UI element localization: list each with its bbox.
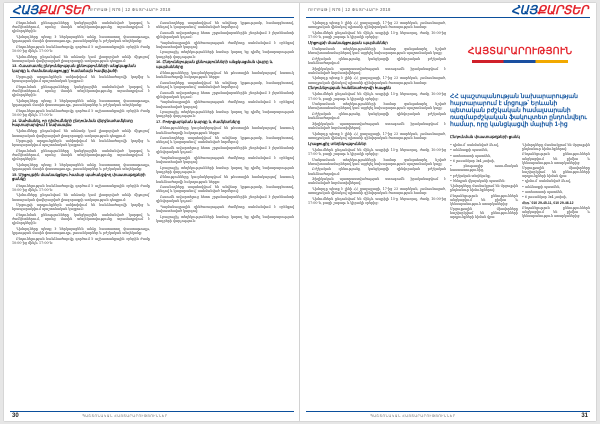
paragraph: Ուսումն ավարտելուց հետո շրջանավարտներին շնորհվում է լեյտենանտի զինվորական կոչում: [156, 195, 294, 204]
paragraph: Մանրամասն տեղեկությունների համար զանգահարել նշված հեռախոսահամարներով կամ այցելել նախարարության պաշտոնական կայք: [308, 46, 446, 56]
section-heading: 14. Սահմանել, որ դիմումների ընդունման վերջնաժամկետը հայտարարվում է նախապես [12, 117, 133, 128]
paragraph: Դիմորդը պետք է լինի ՀՀ քաղաքացի, 17-ից 23 տարեկան, չամուսնացած, առողջական վիճակով պիտանի զինվորական ծառայության համար: [308, 76, 446, 85]
bullet-item: • ատեստատի պատճեն, [450, 153, 492, 158]
section-heading: 15. Մրցույթին մասնակցելու համար պահանջվող փաստաթղթերի ցանկը [12, 171, 146, 182]
paragraph: Դիմումները ընդունվում են անձամբ կամ լիազորված անձի միջոցով՝ նոտարական վավերացված լիազորագրի առկայության դեպքում: [12, 193, 150, 202]
bullet-item: • դիմում՝ սահմանված ձևով, [450, 143, 499, 148]
paragraph: Մանրամասն տեղեկությունների համար զանգահարել նշված հեռախոսահամարներով կամ այցելել նախարարության պաշտոնական կայք: [308, 157, 446, 166]
header-rule [306, 17, 590, 18]
logo-rest: ՔԱՐՏԵՐ [37, 3, 89, 17]
bullet-item: • ատեստատի պատճեն, [522, 189, 564, 194]
paragraph: Ընդունման քննությունները կանցկացվեն սահմանված կարգով և ժամկետներում, որոնց մասին տեղեկատվությունը տրամադրվում է դիմորդներին: [12, 213, 150, 226]
paragraph: Ուսանողները ապահովվում են անվճար կրթությամբ, համազգեստով, սննդով և կացարանով՝ սահմանված նորմերով: [156, 136, 294, 145]
paragraph: Ֆիզիկական պատրաստվածության ստուգումն իրականացվում է սահմանված նորմատիվներով: [308, 66, 446, 75]
section-heading: 16. Ընդունելության քննությունների անցկացման վայրը և պայմանները [156, 59, 273, 69]
paragraph: Ընդունելության հանձնաժողովը գործում է աշխատանքային օրերին ժամը 10:00-ից մինչև 17:00-ն: [12, 108, 150, 117]
paragraph: Լրացուցիչ տեղեկությունների համար կարող եք դիմել նախարարության կադրերի վարչություն: [156, 50, 294, 59]
page-header [300, 3, 596, 17]
paragraph: Դիմումներն ընդունվում են մինչև ապրիլի 15-ը ներառյալ, ժամը 10:00-ից 17:00-ն, բացի շաբաթ և կիրակի օրերից: [308, 30, 446, 39]
paragraph: Մրցույթի արդյունքներն ամփոփվում են հանձնաժողովի կողմից և հրապարակվում պաշտոնական կայքում: [12, 203, 150, 212]
page-header [4, 3, 300, 17]
paragraph: Դիմումներն ընդունվում են մինչև ապրիլի 15-ը ներառյալ, ժամը 10:00-ից 17:00-ն, բացի շաբաթ և կիրակի օրերից: [308, 147, 446, 156]
announcement-columns [450, 143, 590, 220]
section-heading: Լրացուցիչ տեղեկություններ [308, 140, 367, 146]
bullet-item: • բժշկական տեղեկանք, [450, 173, 491, 178]
paragraph: Քննությունները կազմակերպվում են թեստային համակարգով՝ հատուկ հանձնաժողովի հսկողության ներքո: [156, 126, 294, 135]
article-column-1 [308, 21, 446, 405]
section-heading: 13. Հաստատել ընդունելության քննությունների անցկացման կարգը և ժամանակացույցը՝ համաձայն հավելվածի [12, 63, 136, 73]
paragraph: Քննությունները կազմակերպվում են թեստային համակարգով՝ հատուկ հանձնաժողովի հսկողության ներքո: [156, 175, 294, 184]
bullet-item: • 6 լուսանկար 3x4 չափսի, [450, 158, 495, 163]
paragraph: Պայմանագրային զինծառայության ժամկետը սահմանվում է օրենքով նախատեսված կարգով: [156, 100, 294, 109]
paragraph: Ընդունման քննությունները կանցկացվեն սահմանված կարգով և ժամկետներում, որոնց մասին տեղեկատվությունը տրամադրվում է դիմորդներին: [12, 21, 150, 34]
flag-stripe [472, 60, 568, 63]
paragraph: Մրցույթի արդյունքներն ամփոփվում են հանձնաժողովի կողմից և հրապարակվում պաշտոնական կայքում: [12, 75, 150, 84]
announcement-block [450, 21, 590, 397]
paragraph: Դիմորդը պետք է լինի ՀՀ քաղաքացի, 17-ից 23 տարեկան, չամուսնացած, առողջական վիճակով պիտանի զինվորական ծառայության համար: [308, 131, 446, 140]
newspaper-logo [511, 4, 588, 16]
paragraph: Ուսանողները ապահովվում են անվճար կրթությամբ, համազգեստով, սննդով և կացարանով՝ սահմանված նորմերով: [156, 185, 294, 194]
page-footer [300, 411, 596, 421]
paragraph: Ընդունելության քննություններն անցկացվում են քիմիա և կենսաբանություն առարկաներից: [522, 206, 590, 219]
paragraph: Պայմանագրային զինծառայության ժամկետը սահմանվում է օրենքով նախատեսված կարգով: [156, 40, 294, 49]
page-number: 30 [12, 413, 19, 419]
bullet-item: • 6 լուսանկար 3x4 չափսի, [522, 195, 567, 200]
paragraph: Բժշկական զննությունը կանցկացվի զինվորական բժշկական հանձնաժողովում: [308, 56, 446, 65]
paragraph: Բժշկական զննությունը կանցկացվի զինվորական բժշկական հանձնաժողովում: [308, 167, 446, 176]
paragraph: Պայմանագրային զինծառայության ժամկետը սահմանվում է օրենքով նախատեսված կարգով: [156, 155, 294, 164]
page-footer [4, 411, 300, 421]
paragraph: Ընդունելության հանձնաժողովը գործում է աշխատանքային օրերին ժամը 10:00-ից մինչև 17:00-ն: [12, 236, 150, 245]
section-heading: 17. Բողոքարկման կարգը և ժամկետները [156, 119, 241, 125]
paragraph: Ուսումն ավարտելուց հետո շրջանավարտներին շնորհվում է լեյտենանտի զինվորական կոչում: [156, 146, 294, 155]
footer-section-title: ՊԱՇՏՈՆԱԿԱՆ ՀԱՅՏԱՐԱՐՈՒԹՅՈՒՆՆԵՐ [370, 414, 456, 418]
paragraph: Ընդունման քննությունները կանցկացվեն սահմանված կարգով և ժամկետներում, որոնց մասին տեղեկատվությունը տրամադրվում է դիմորդներին: [12, 85, 150, 98]
bullet-item: • դիմում՝ սահմանված ձևով, [522, 179, 571, 184]
footer-rule [10, 411, 294, 412]
paragraph: Դիմորդները պետք է ներկայացնեն անձը հաստատող փաստաթուղթ, կրթության մասին փաստաթուղթ, լուսանկարներ և բժշկական տեղեկանք: [12, 34, 150, 44]
paragraph: Դիմորդները պետք է ներկայացնեն անձը հաստատող փաստաթուղթ, կրթության մասին փաստաթուղթ, լուսանկարներ և բժշկական տեղեկանք: [12, 163, 150, 172]
announcement-column-2 [522, 143, 590, 220]
contact-phone: Հեռ.՝ 010 29-45-11, 010 29-46-12 [522, 200, 574, 205]
paragraph: Պայմանագրային զինծառայության ժամկետը սահմանվում է օրենքով նախատեսված կարգով: [156, 204, 294, 214]
bullet-item: • անձնագրի պատճեն, [522, 184, 561, 189]
logo-prefix: ՀԱՅ [12, 3, 38, 17]
logo-prefix: ՀԱՅ [511, 3, 538, 17]
paragraph: Բժշկական զննությունը կանցկացվի զինվորական բժշկական հանձնաժողովում: [308, 112, 446, 121]
paragraph: Ընդունման քննությունները կանցկացվեն սահմանված կարգով և ժամկետներում, որոնց մասին տեղեկատվությունը տրամադրվում է դիմորդներին: [12, 149, 150, 162]
paragraph: Դիմորդը պետք է լինի ՀՀ քաղաքացի, 17-ից 23 տարեկան, չամուսնացած, առողջական վիճակով պիտանի զինվորական ծառայության համար: [308, 21, 446, 30]
paragraph: Դիմորդները մասնակցում են մրցույթին ընդհանուր հիմունքներով: [522, 143, 590, 152]
paragraph: Դիմորդները մասնակցում են մրցույթին ընդհանուր հիմունքներով: [450, 184, 518, 193]
paragraph: Ընդունելության քննություններն անցկացվում են քիմիա և կենսաբանություն առարկաներից: [450, 193, 518, 206]
footer-rule [306, 411, 590, 412]
announcement-title: ՀԱՅՏԱՐԱՐՈՒԹՅՈՒՆ [467, 46, 573, 57]
bullet-item: • անձնագրի պատճեն, [450, 148, 489, 153]
paragraph: Մրցույթի արդյունքներն ամփոփվում են հանձնաժողովի կողմից և հրապարակվում պաշտոնական կայքում: [12, 139, 150, 148]
issue-info: ՈՒՐԲԱԹ | N76 | 12 ՓԵՏՐՎԱՐԻ 2018 [308, 7, 391, 12]
page-number: 31 [581, 413, 588, 419]
announcement-column-1 [450, 143, 518, 220]
paragraph: Դիմումները ընդունվում են անձամբ կամ լիազորված անձի միջոցով՝ նոտարական վավերացված լիազորագրի առկայության դեպքում: [12, 129, 150, 138]
section-heading: Մրցույթի մասնակցության պայմաններ [308, 39, 388, 45]
paragraph: Լրացուցիչ տեղեկությունների համար կարող եք դիմել նախարարության կադրերի վարչություն: [156, 110, 294, 119]
paragraph: Ուսանողները ապահովվում են անվճար կրթությամբ, համազգեստով, սննդով և կացարանով՝ սահմանված նորմերով: [156, 21, 294, 30]
announcement-subheading: Ընդունման փաստաթղթերի ցանկ [450, 134, 520, 140]
paragraph: Լրացուցիչ տեղեկությունների համար կարող եք դիմել նախարարության կադրերի վարչություն: [156, 214, 294, 223]
header-rule [10, 17, 294, 18]
paragraph: Դիմումներն ընդունվում են մինչև ապրիլի 15-ը ներառյալ, ժամը 10:00-ից 17:00-ն, բացի շաբաթ և կիրակի օրերից: [308, 92, 446, 101]
paragraph: Լրացուցիչ տեղեկությունների համար կարող եք դիմել նախարարության կադրերի վարչություն: [156, 165, 294, 174]
paragraph: Ֆիզիկական պատրաստվածության ստուգումն իրականացվում է սահմանված նորմատիվներով: [308, 121, 446, 131]
paragraph: Ֆիզիկական պատրաստվածության ստուգումն իրականացվում է սահմանված նորմատիվներով: [308, 177, 446, 186]
newspaper-logo [12, 4, 89, 16]
paragraph: Ընդունելության քննություններն անցկացվում են քիմիա և կենսաբանություն առարկաներից: [522, 152, 590, 165]
paragraph: Մանրամասն տեղեկությունների համար զանգահարել նշված հեռախոսահամարներով կամ այցելել նախարարության պաշտոնական կայք: [308, 102, 446, 111]
paragraph: Ուսանողները ապահովվում են անվճար կրթությամբ, համազգեստով, սննդով և կացարանով՝ սահմանված նորմերով: [156, 80, 294, 90]
paragraph: Ընդունելության հանձնաժողովը գործում է աշխատանքային օրերին ժամը 10:00-ից մինչև 17:00-ն: [12, 44, 150, 53]
paragraph: Մրցույթային միավորները հաշվարկվում են քննությունների արդյունքների հիման վրա: [450, 206, 518, 220]
article-column-2 [156, 21, 294, 405]
paragraph: Մրցույթային միավորները հաշվարկվում են քննությունների արդյունքների հիման վրա: [522, 165, 590, 179]
newspaper-spread [4, 3, 596, 421]
paragraph: Ուսումն ավարտելուց հետո շրջանավարտներին շնորհվում է լեյտենանտի զինվորական կոչում: [156, 30, 294, 39]
right-page [300, 3, 596, 421]
paragraph: Ընդունելության հանձնաժողովը գործում է աշխատանքային օրերին ժամը 10:00-ից մինչև 17:00-ն: [12, 183, 150, 192]
announcement-lead: ՀՀ պաշտպանության նախարարության հայտարարում է մրցույթ՝ Երևանի պետական բժշկական համալսարանի ռազմաբժշկական ֆակուլտետ ընդունվելու համար, որը կանցկացվի մայիսի 1-ից [450, 94, 587, 129]
paragraph: Ուսումն ավարտելուց հետո շրջանավարտներին շնորհվում է լեյտենանտի զինվորական կոչում: [156, 90, 294, 99]
paragraph: Դիմումները ընդունվում են անձամբ կամ լիազորված անձի միջոցով՝ նոտարական վավերացված լիազորագրի առկայության դեպքում: [12, 54, 150, 63]
section-heading: Ընդունելության հանձնաժողովի հասցեն [308, 85, 391, 91]
paragraph: Դիմորդը պետք է լինի ՀՀ քաղաքացի, 17-ից 23 տարեկան, չամուսնացած, առողջական վիճակով պիտանի զինվորական ծառայության համար: [308, 187, 446, 196]
issue-info: ՈՒՐԲԱԹ | N76 | 12 ՓԵՏՐՎԱՐԻ 2018 [88, 7, 171, 12]
bullet-item: • բնութագիր ուսումնական հաստատությունից, [450, 164, 518, 173]
paragraph: Դիմորդները պետք է ներկայացնեն անձը հաստատող փաստաթուղթ, կրթության մասին փաստաթուղթ, լուսանկարներ և բժշկական տեղեկանք: [12, 98, 150, 108]
paragraph: Դիմորդները պետք է ներկայացնեն անձը հաստատող փաստաթուղթ, կրթության մասին փաստաթուղթ, լուսանկարներ և բժշկական տեղեկանք: [12, 227, 150, 236]
bullet-item: • ծննդյան վկայականի պատճեն: [450, 178, 506, 183]
logo-rest: ՔԱՐՏԵՐ [537, 3, 588, 17]
paragraph: Քննությունները կազմակերպվում են թեստային համակարգով՝ հատուկ հանձնաժողովի հսկողության ներքո: [156, 71, 294, 80]
footer-section-title: ՊԱՇՏՈՆԱԿԱՆ ՀԱՅՏԱՐԱՐՈՒԹՅՈՒՆՆԵՐ [82, 414, 168, 418]
article-column-1 [12, 21, 150, 405]
paragraph: Դիմումներն ընդունվում են մինչև ապրիլի 15-ը ներառյալ, ժամը 10:00-ից 17:00-ն, բացի շաբաթ և կիրակի օրերից: [308, 196, 446, 206]
left-page [4, 3, 300, 421]
